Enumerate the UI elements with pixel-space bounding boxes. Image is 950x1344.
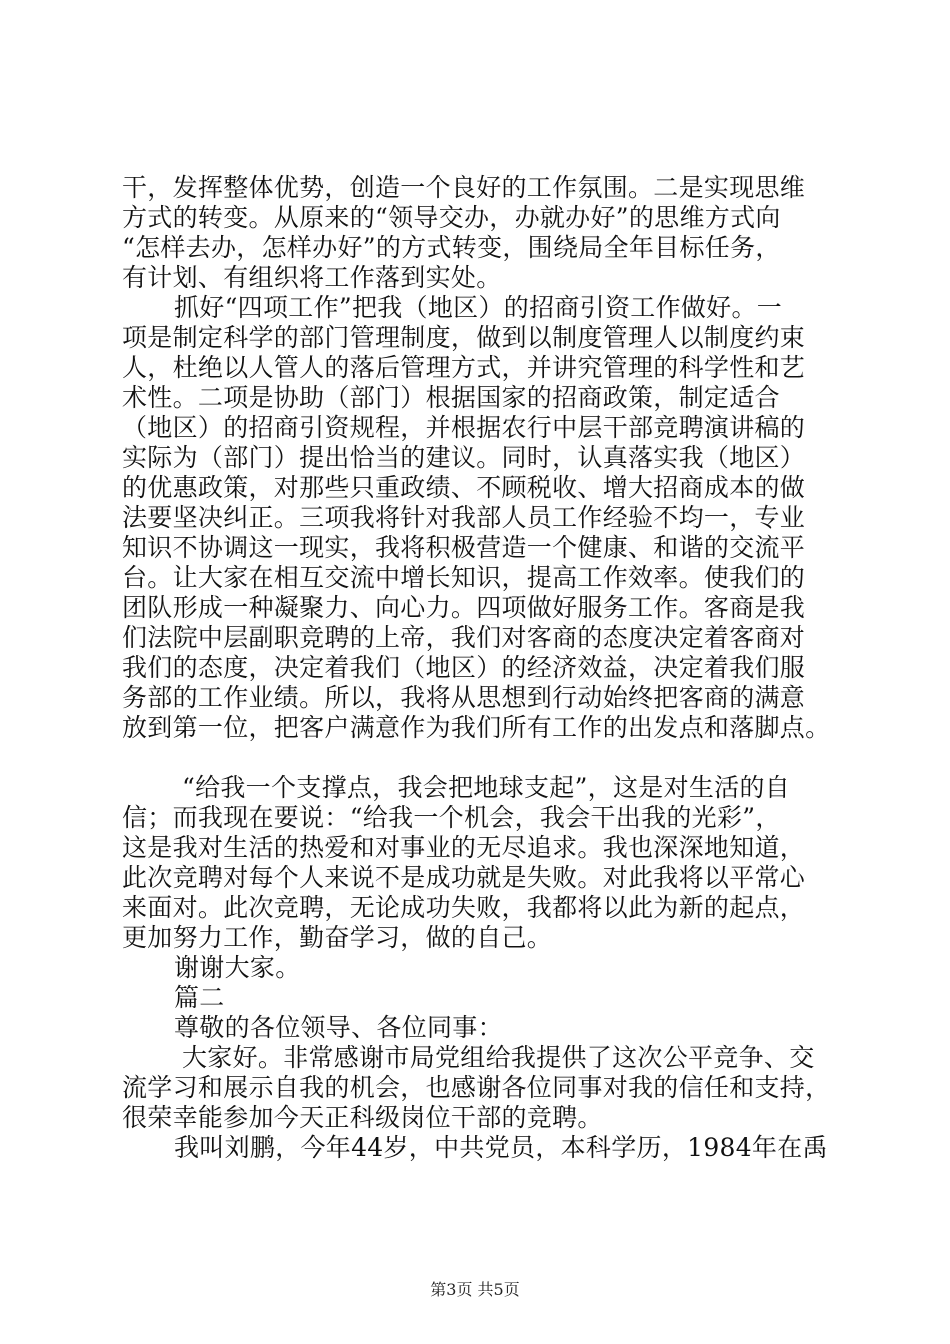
text-line: 流学习和展示自我的机会，也感谢各位同事对我的信任和支持， bbox=[122, 1073, 831, 1102]
text-line: 很荣幸能参加今天正科级岗位干部的竞聘。 bbox=[122, 1103, 603, 1132]
paragraph-start-line: 抓好“四项工作”把我（地区）的招商引资工作做好。一 bbox=[174, 293, 783, 322]
text-line: 此次竞聘对每个人来说不是成功就是失败。对此我将以平常心 bbox=[122, 863, 806, 892]
text-line: “怎样去办，怎样办好”的方式转变，围绕局全年目标任务， bbox=[122, 233, 781, 262]
text-line: 更加努力工作，勤奋学习，做的自己。 bbox=[122, 923, 553, 952]
text-line: 术性。二项是协助（部门）根据国家的招商政策，制定适合 bbox=[122, 383, 780, 412]
text-line: 方式的转变。从原来的“领导交办，办就办好”的思维方式向 bbox=[122, 203, 781, 232]
text-line: （地区）的招商引资规程，并根据农行中层干部竞聘演讲稿的 bbox=[122, 413, 806, 442]
salutation-line: 尊敬的各位领导、各位同事： bbox=[174, 1013, 503, 1042]
text-line: 我们的态度，决定着我们（地区）的经济效益，决定着我们服 bbox=[122, 653, 806, 682]
text-line: 有计划、有组织将工作落到实处。 bbox=[122, 263, 502, 292]
text-line: 法要坚决纠正。三项我将针对我部人员工作经验不均一，专业 bbox=[122, 503, 806, 532]
paragraph-gap bbox=[122, 743, 842, 773]
text-line: 务部的工作业绩。所以，我将从思想到行动始终把客商的满意 bbox=[122, 683, 806, 712]
paragraph-start-line: “给我一个支撑点，我会把地球支起”，这是对生活的自 bbox=[182, 773, 791, 802]
text-line: 来面对。此次竞聘，无论成功失败，我都将以此为新的起点， bbox=[122, 893, 806, 922]
page-footer bbox=[0, 1280, 950, 1300]
text-line: 信；而我现在要说：“给我一个机会，我会干出我的光彩”， bbox=[122, 803, 781, 832]
text-line: 干，发挥整体优势，创造一个良好的工作氛围。二是实现思维 bbox=[122, 173, 806, 202]
section-heading: 篇二 bbox=[174, 983, 225, 1012]
text-line: 这是我对生活的热爱和对事业的无尽追求。我也深深地知道， bbox=[122, 833, 806, 862]
paragraph-start-line: 我叫刘鹏，今年44岁，中共党员，本科学历，1984年在禹 bbox=[174, 1133, 828, 1162]
text-line: 实际为（部门）提出恰当的建议。同时，认真落实我（地区） bbox=[122, 443, 806, 472]
text-line: 的优惠政策，对那些只重政绩、不顾税收、增大招商成本的做 bbox=[122, 473, 806, 502]
text-line: 台。让大家在相互交流中增长知识，提高工作效率。使我们的 bbox=[122, 563, 806, 592]
text-line: 人，杜绝以人管人的落后管理方式，并讲究管理的科学性和艺 bbox=[122, 353, 806, 382]
text-line: 项是制定科学的部门管理制度，做到以制度管理人以制度约束 bbox=[122, 323, 806, 352]
closing-line: 谢谢大家。 bbox=[174, 953, 301, 982]
paragraph-start-line: 大家好。非常感谢市局党组给我提供了这次公平竞争、交 bbox=[182, 1043, 815, 1072]
text-line: 放到第一位，把客户满意作为我们所有工作的出发点和落脚点。 bbox=[122, 713, 831, 742]
text-line: 团队形成一种凝聚力、向心力。四项做好服务工作。客商是我 bbox=[122, 593, 806, 622]
document-body bbox=[122, 173, 842, 1163]
page-number-label: 第3页 共5页 bbox=[430, 1280, 520, 1299]
text-line: 知识不协调这一现实，我将积极营造一个健康、和谐的交流平 bbox=[122, 533, 806, 562]
text-line: 们法院中层副职竞聘的上帝，我们对客商的态度决定着客商对 bbox=[122, 623, 806, 652]
